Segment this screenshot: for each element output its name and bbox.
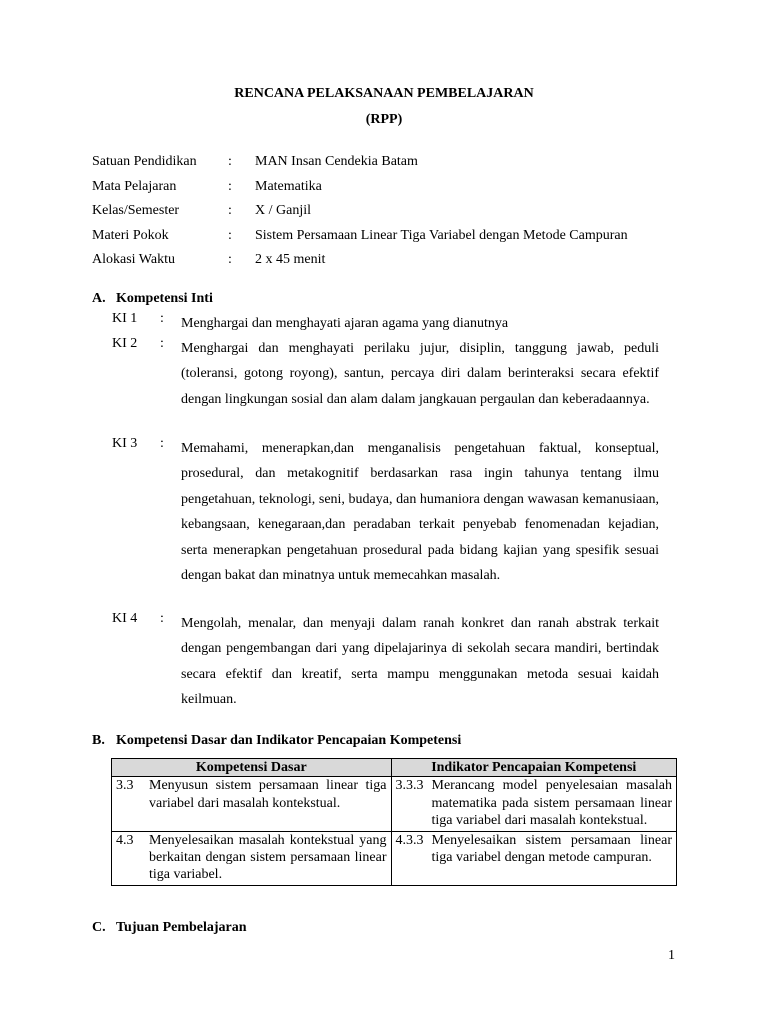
identity-value: Matematika <box>255 178 322 194</box>
section-c-heading <box>92 920 247 936</box>
identity-colon: : <box>228 252 232 268</box>
table-row <box>112 831 677 885</box>
ki-colon: : <box>160 611 164 626</box>
ki-code: KI 3 <box>112 436 138 451</box>
table-header-cell: Indikator Pencapaian Kompetensi <box>391 759 677 777</box>
identity-value: X / Ganjil <box>255 203 311 219</box>
ki-text: Menghargai dan menghayati ajaran agama yang dianutnya <box>181 316 509 331</box>
section-letter: B. <box>92 733 105 748</box>
identity-colon: : <box>228 154 232 169</box>
identity-value: 2 x 45 menit <box>255 252 326 268</box>
section-letter: C. <box>92 920 106 935</box>
ki-colon: : <box>160 311 164 326</box>
table-cell <box>112 831 392 885</box>
section-title: Kompetensi Dasar dan Indikator Pencapaian Kompetensi <box>116 733 462 748</box>
section-title: Kompetensi Inti <box>116 291 213 306</box>
indicator-text: Merancang model penyelesaian masalah matematika pada sistem persamaan linear tiga variabel dari masalah kontekstual. <box>431 778 672 829</box>
section-title: Tujuan Pembelajaran <box>116 920 247 935</box>
ki-text: Menghargai dan menghayati perilaku jujur, disiplin, tanggung jawab, peduli (toleransi, gotong royong), santun, percaya diri dalam berinteraksi secara efektif dengan lingkungan sosial dan alam dalam jangkauan pergaulan dan keberadaannya. <box>181 341 659 407</box>
identity-row <box>92 178 628 203</box>
ki-code: KI 1 <box>112 311 138 326</box>
identity-label: Kelas/Semester <box>92 203 180 219</box>
identity-value: MAN Insan Cendekia Batam <box>255 154 418 169</box>
table-row <box>112 777 677 831</box>
kd-number: 4.3 <box>116 832 134 848</box>
identity-row <box>92 251 628 276</box>
kd-text: Menyusun sistem persamaan linear tiga variabel dari masalah kontekstual. <box>149 778 387 811</box>
indicator-text: Menyelesaikan sistem persamaan linear tiga variabel dengan metode campuran. <box>431 832 672 866</box>
ki-text: Memahami, menerapkan,dan menganalisis pengetahuan faktual, konseptual, prosedural, dan metakognitif berdasarkan rasa ingin tahunya tentang ilmu pengetahuan, teknologi, seni, budaya, dan humaniora dengan wawasan kemanusiaan, kebangsaan, kenegaraan,dan peradaban terkait penyebab fenomenadan kejadian, serta menerapkan pengetahuan prosedural pada bidang kajian yang spesifik sesuai dengan bakat dan minatnya untuk memecahkan masalah. <box>181 441 659 584</box>
section-b-heading <box>92 733 461 749</box>
identity-colon: : <box>228 203 232 219</box>
identity-label: Satuan Pendidikan <box>92 154 197 169</box>
document-subtitle: (RPP) <box>365 112 403 127</box>
indicator-number: 3.3.3 <box>395 778 424 794</box>
kd-text: Menyelesaikan masalah kontekstual yang berkaitan dengan sistem persamaan linear tiga variabel. <box>149 832 387 883</box>
ki-code: KI 4 <box>112 611 138 626</box>
identity-label: Mata Pelajaran <box>92 178 177 194</box>
page-number: 1 <box>668 948 675 963</box>
identity-row <box>92 227 628 252</box>
identity-colon: : <box>228 178 232 194</box>
section-a-heading <box>92 291 213 307</box>
indicator-number: 4.3.3 <box>395 832 424 848</box>
kd-number: 3.3 <box>116 778 134 794</box>
competency-table <box>111 758 677 886</box>
ki-code: KI 2 <box>112 336 138 351</box>
section-letter: A. <box>92 291 106 306</box>
ki-colon: : <box>160 336 164 351</box>
table-cell <box>112 777 392 831</box>
identity-colon: : <box>228 227 232 243</box>
table-cell <box>391 831 677 885</box>
ki-text: Mengolah, menalar, dan menyaji dalam ranah konkret dan ranah abstrak terkait dengan pengembangan dari yang dipelajarinya di sekolah secara mandiri, bertindak secara efektif dan kreatif, serta mampu menggunakan metoda sesuai kaidah keilmuan. <box>181 616 659 708</box>
identity-row <box>92 153 628 178</box>
table-header-cell: Kompetensi Dasar <box>112 759 392 777</box>
identity-label: Materi Pokok <box>92 227 169 243</box>
table-cell <box>391 777 677 831</box>
ki-colon: : <box>160 436 164 451</box>
identity-row <box>92 202 628 227</box>
identity-block <box>92 153 628 276</box>
identity-value: Sistem Persamaan Linear Tiga Variabel dengan Metode Campuran <box>255 227 628 243</box>
identity-label: Alokasi Waktu <box>92 252 175 268</box>
document-title: RENCANA PELAKSANAAN PEMBELAJARAN <box>234 86 534 101</box>
table-header-row <box>112 759 677 777</box>
